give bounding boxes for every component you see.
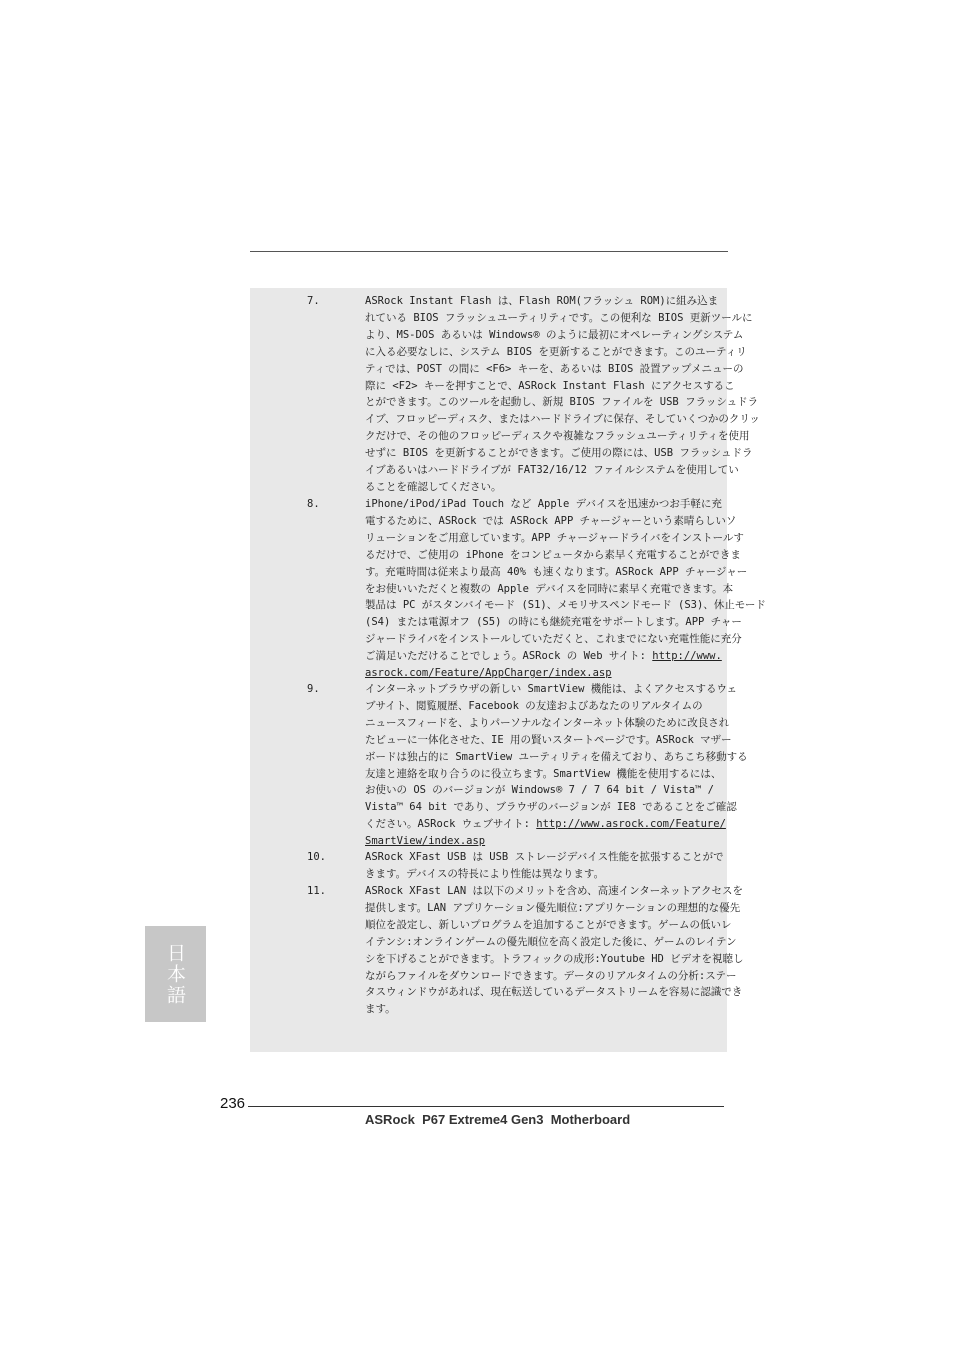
text-line: せずに BIOS を更新することができます。ご使用の際には、USB フラッシュドラ [365,447,753,460]
text-line: るだけで、ご使用の iPhone をコンピュータから素早く充電することができま [365,548,741,561]
text-line: ティでは、POST の間に <F6> キーを、あるいは BIOS 設置アップメニューの [365,362,744,375]
text-line: ながらファイルをダウンロードできます。データのリアルタイムの分析:ステー [365,969,737,982]
language-tab-label: 日本語 [164,942,186,1006]
item-text [365,496,766,682]
text-line: とができます。このツールを起動し、新規 BIOS ファイルを USB フラッシュドラ [365,396,759,409]
smartview-link[interactable]: SmartView/index.asp [365,835,486,848]
text-line: 際に <F2> キーを押すことで、ASRock Instant Flash にアクセスするこ [365,379,735,392]
appcharger-link[interactable]: asrock.com/Feature/AppCharger/index.asp [365,667,612,680]
language-tab [145,926,206,1022]
item-text [365,883,744,1018]
text-line: ブサイト、閲覧履歴、Facebook の友達およびあなたのリアルタイムの [365,699,703,712]
text-line: お使いの OS のバージョンが Windows® 7 / 7 64 bit / Vista™ / [365,784,714,797]
item-number: 8. [307,498,320,510]
text-line: をお使いいただくと複数の Apple デバイスを同時に素早く充電できます。本 [365,582,734,595]
text-line: ることを確認してください。 [365,480,502,493]
text-line [365,648,727,665]
text-line: たビューに一体化させた、IE 用の賢いスタートページです。ASRock マザー [365,733,732,746]
text-line: ニュースフィードを、よりパーソナルなインターネット体験のために改良され [365,716,730,729]
item-number: 9. [307,683,320,695]
text-line: リューションをご用意しています。APP チャージャードライバをインストールす [365,531,744,544]
text-line: 提供します。LAN アプリケーション優先順位:アプリケーションの理想的な優先 [365,901,741,914]
text-line: に入る必要なしに、システム BIOS を更新することができます。このユーティリ [365,345,747,358]
item-text [365,293,760,496]
text-line: Vista™ 64 bit であり、ブラウザのバージョンが IE8 であることをご確認 [365,801,737,814]
text-line: 製品は PC がスタンバイモード (S1)、メモリサスペンドモード (S3)、休止モード [365,599,766,612]
text-line: イテンシ:オンラインゲームの優先順位を高く設定した後に、ゲームのレイテン [365,935,737,948]
text-line: 電するために、ASRock では ASRock APP チャージャーという素晴らしいソ [365,514,737,527]
page-number: 236 [220,1095,246,1112]
text-line: シを下げることができます。トラフィックの成形:Youtube HD ビデオを視聴し [365,952,744,965]
text-line: タスウィンドウがあれば、現在転送しているデータストリームを容易に認識でき [365,986,743,999]
text-line: (S4) または電源オフ (S5) の時にも継続充電をサポートします。APP チャー [365,616,742,629]
text-line: れている BIOS フラッシュユーティリティです。この便利な BIOS 更新ツールに [365,311,753,324]
item-text [365,681,748,850]
text-fragment: ください。ASRock ウェブサイト: [365,818,537,831]
text-line: イブあるいはハードドライブが FAT32/16/12 ファイルシステムを使用してい [365,464,739,477]
text-line: インターネットブラウザの新しい SmartView 機能は、よくアクセスするウェ [365,683,738,695]
item-number: 7. [307,295,320,307]
smartview-link[interactable]: http://www.asrock.com/Feature/ [536,818,726,831]
item-text [365,849,727,883]
text-line: ASRock XFast USB は USB ストレージデバイス性能を拡張することがで [365,851,724,863]
text-line: クだけで、その他のフロッピーディスクや複雑なフラッシュユーティリティを使用 [365,430,750,443]
text-line: イブ、フロッピーディスク、またはハードドライブに保存、そしていくつかのクリッ [365,413,760,426]
top-rule [250,251,728,252]
content-panel [250,288,766,1052]
text-line: 友達と連絡を取り合うのに役立ちます。SmartView 機能を使用するには、 [365,767,722,780]
text-line: ジャードライバをインストールしていただくと、これまでにない充電性能に充分 [365,633,742,646]
text-line: iPhone/iPod/iPad Touch など Apple デバイスを迅速かつお手軽に充 [365,498,722,510]
text-line: ボードは独占的に SmartView ユーティリティを備えており、あちこち移動する [365,750,748,763]
text-fragment: ご満足いただけることでしょう。ASRock の Web サイト: [365,650,653,663]
text-line: ASRock Instant Flash は、Flash ROM(フラッシュ ROM)に組み込ま [365,295,719,307]
text-line: ます。 [365,1003,396,1016]
text-line: す。充電時間は従来より最高 40% も速くなります。ASRock APP チャージャー [365,565,748,578]
appcharger-link[interactable]: http://www. [652,650,722,663]
item-number: 10. [307,851,326,863]
footer-title: ASRock P67 Extreme4 Gen3 Motherboard [365,1112,631,1127]
item-number: 11. [307,885,326,897]
text-line: ASRock XFast LAN は以下のメリットを含め、高速インターネットアクセスを [365,885,744,897]
text-line: 順位を設定し、新しいプログラムを追加することができます。ゲームの低いレ [365,918,732,931]
text-line: きます。デバイスの特長により性能は異なります。 [365,867,605,880]
text-line [365,816,727,833]
footer-rule [248,1106,724,1107]
text-line: より、MS-DOS あるいは Windows® のように最初にオペレーティングシステム [365,328,744,341]
